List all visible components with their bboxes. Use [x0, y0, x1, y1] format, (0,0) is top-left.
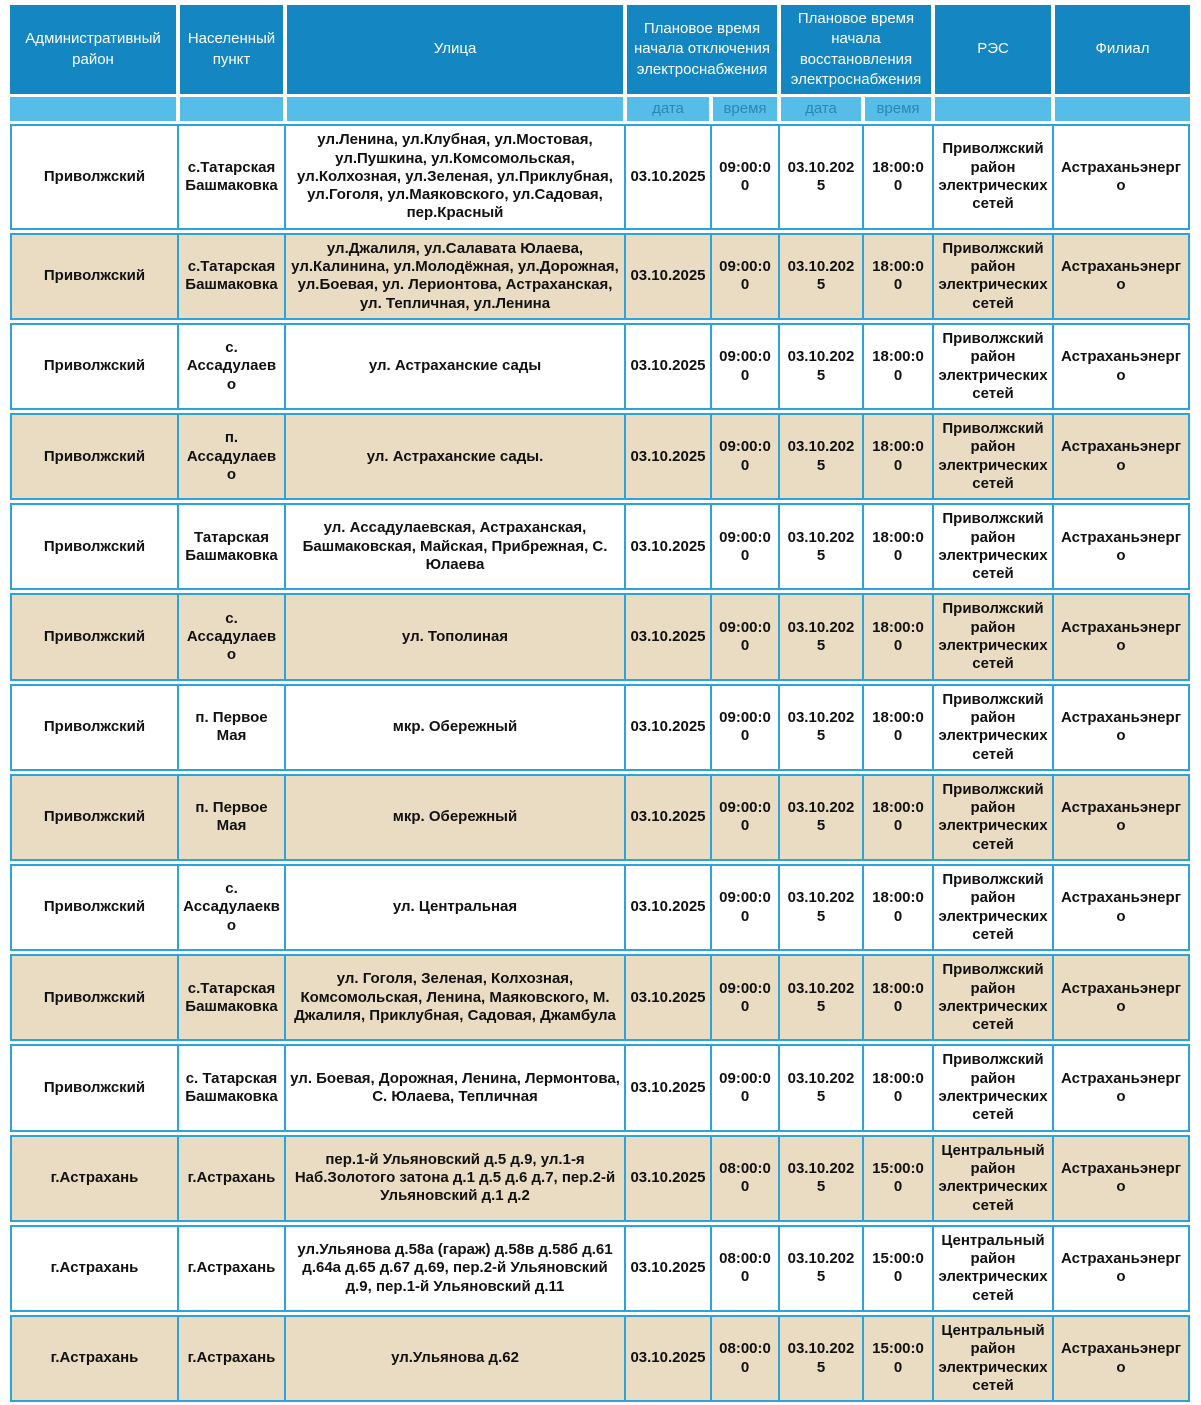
cell-branch: Астраханьэнерго: [1053, 1135, 1190, 1222]
table-row: [10, 503, 1190, 590]
cell-settlement: г.Астрахань: [178, 1315, 285, 1402]
outage-schedule-table: [10, 2, 1190, 1405]
cell-street: ул.Ленина, ул.Клубная, ул.Мостовая, ул.Пушкина, ул.Комсомольская, ул.Колхозная, ул.Зеленая, ул.Приклубная, ул.Гоголя, ул.Маяковского, ул.Садовая, пер.Красный: [285, 124, 625, 229]
cell-settlement: г.Астрахань: [178, 1135, 285, 1222]
cell-off-time: 09:00:00: [711, 954, 779, 1041]
cell-settlement: с. Ассадулаекво: [178, 864, 285, 951]
table-row: [10, 233, 1190, 320]
subheader-empty-branch: [1053, 97, 1190, 121]
cell-district: Приволжский: [10, 503, 178, 590]
cell-off-date: 03.10.2025: [625, 684, 711, 771]
cell-branch: Астраханьэнерго: [1053, 323, 1190, 410]
cell-on-time: 18:00:00: [863, 503, 933, 590]
cell-on-date: 03.10.2025: [779, 1044, 863, 1131]
cell-settlement: с. Ассадулаево: [178, 593, 285, 680]
cell-on-time: 18:00:00: [863, 864, 933, 951]
cell-on-time: 18:00:00: [863, 1044, 933, 1131]
table-row: [10, 323, 1190, 410]
cell-street: ул. Астраханские сады.: [285, 413, 625, 500]
header-restore-start: Плановое время начала восстановления электроснабжения: [779, 5, 933, 94]
table-body: [10, 124, 1190, 1402]
subheader-on-date: дата: [779, 97, 863, 121]
cell-street: ул. Тополиная: [285, 593, 625, 680]
cell-on-date: 03.10.2025: [779, 233, 863, 320]
table-row: [10, 1315, 1190, 1402]
cell-branch: Астраханьэнерго: [1053, 774, 1190, 861]
cell-on-time: 18:00:00: [863, 684, 933, 771]
cell-res: Приволжский район электрических сетей: [933, 503, 1053, 590]
cell-res: Приволжский район электрических сетей: [933, 413, 1053, 500]
cell-settlement: с. Ассадулаево: [178, 323, 285, 410]
cell-settlement: с.Татарская Башмаковка: [178, 233, 285, 320]
cell-off-time: 09:00:00: [711, 323, 779, 410]
cell-branch: Астраханьэнерго: [1053, 1315, 1190, 1402]
header-branch: Филиал: [1053, 5, 1190, 94]
cell-on-date: 03.10.2025: [779, 593, 863, 680]
cell-off-date: 03.10.2025: [625, 413, 711, 500]
cell-on-time: 18:00:00: [863, 323, 933, 410]
subheader-empty-res: [933, 97, 1053, 121]
cell-street: пер.1-й Ульяновский д.5 д.9, ул.1-я Наб.Золотого затона д.1 д.5 д.6 д.7, пер.2-й Ульяновский д.1 д.2: [285, 1135, 625, 1222]
cell-on-time: 15:00:00: [863, 1225, 933, 1312]
table-row: [10, 593, 1190, 680]
subheader-empty-street: [285, 97, 625, 121]
cell-off-time: 09:00:00: [711, 593, 779, 680]
cell-branch: Астраханьэнерго: [1053, 124, 1190, 229]
table-row: [10, 1225, 1190, 1312]
header-res: РЭС: [933, 5, 1053, 94]
cell-off-date: 03.10.2025: [625, 503, 711, 590]
cell-off-date: 03.10.2025: [625, 954, 711, 1041]
cell-settlement: с.Татарская Башмаковка: [178, 124, 285, 229]
cell-on-date: 03.10.2025: [779, 864, 863, 951]
cell-street: ул.Джалиля, ул.Салавата Юлаева, ул.Калинина, ул.Молодёжная, ул.Дорожная, ул.Боевая, ул. Лерионтова, Астраханская, ул. Тепличная, ул.Ленина: [285, 233, 625, 320]
cell-settlement: п. Ассадулаево: [178, 413, 285, 500]
cell-on-time: 18:00:00: [863, 954, 933, 1041]
cell-res: Центральный район электрических сетей: [933, 1135, 1053, 1222]
cell-settlement: Татарская Башмаковка: [178, 503, 285, 590]
subheader-off-time: время: [711, 97, 779, 121]
table-row: [10, 774, 1190, 861]
cell-off-time: 09:00:00: [711, 1044, 779, 1131]
table-row: [10, 124, 1190, 229]
cell-off-date: 03.10.2025: [625, 864, 711, 951]
cell-street: ул.Ульянова д.62: [285, 1315, 625, 1402]
cell-res: Приволжский район электрических сетей: [933, 233, 1053, 320]
cell-off-time: 09:00:00: [711, 684, 779, 771]
cell-off-date: 03.10.2025: [625, 323, 711, 410]
cell-district: Приволжский: [10, 684, 178, 771]
cell-district: Приволжский: [10, 124, 178, 229]
header-street: Улица: [285, 5, 625, 94]
cell-on-time: 15:00:00: [863, 1135, 933, 1222]
cell-on-date: 03.10.2025: [779, 774, 863, 861]
cell-district: г.Астрахань: [10, 1315, 178, 1402]
cell-settlement: г.Астрахань: [178, 1225, 285, 1312]
table-header: [10, 5, 1190, 121]
cell-on-time: 18:00:00: [863, 233, 933, 320]
cell-district: Приволжский: [10, 233, 178, 320]
cell-off-date: 03.10.2025: [625, 1225, 711, 1312]
cell-settlement: п. Первое Мая: [178, 684, 285, 771]
cell-off-time: 09:00:00: [711, 864, 779, 951]
cell-on-time: 18:00:00: [863, 774, 933, 861]
cell-street: ул. Ассадулаевская, Астраханская, Башмаковская, Майская, Прибрежная, С. Юлаева: [285, 503, 625, 590]
cell-off-date: 03.10.2025: [625, 124, 711, 229]
subheader-empty-settlement: [178, 97, 285, 121]
cell-off-date: 03.10.2025: [625, 593, 711, 680]
table-row: [10, 413, 1190, 500]
cell-settlement: с.Татарская Башмаковка: [178, 954, 285, 1041]
cell-on-date: 03.10.2025: [779, 323, 863, 410]
cell-res: Приволжский район электрических сетей: [933, 684, 1053, 771]
header-admin-district: Административный район: [10, 5, 178, 94]
subheader-empty-district: [10, 97, 178, 121]
cell-on-date: 03.10.2025: [779, 954, 863, 1041]
cell-street: мкр. Обережный: [285, 684, 625, 771]
cell-off-date: 03.10.2025: [625, 1044, 711, 1131]
cell-off-date: 03.10.2025: [625, 774, 711, 861]
cell-off-time: 09:00:00: [711, 413, 779, 500]
cell-res: Приволжский район электрических сетей: [933, 1044, 1053, 1131]
table-row: [10, 1044, 1190, 1131]
cell-street: ул.Ульянова д.58а (гараж) д.58в д.58б д.61 д.64а д.65 д.67 д.69, пер.2-й Ульяновский д.9, пер.1-й Ульяновский д.11: [285, 1225, 625, 1312]
cell-branch: Астраханьэнерго: [1053, 864, 1190, 951]
cell-settlement: с. Татарская Башмаковка: [178, 1044, 285, 1131]
cell-on-time: 18:00:00: [863, 593, 933, 680]
cell-street: мкр. Обережный: [285, 774, 625, 861]
cell-branch: Астраханьэнерго: [1053, 1225, 1190, 1312]
cell-on-time: 18:00:00: [863, 413, 933, 500]
header-row-sub: [10, 97, 1190, 121]
cell-res: Приволжский район электрических сетей: [933, 124, 1053, 229]
cell-branch: Астраханьэнерго: [1053, 1044, 1190, 1131]
cell-res: Приволжский район электрических сетей: [933, 864, 1053, 951]
cell-district: Приволжский: [10, 323, 178, 410]
cell-on-date: 03.10.2025: [779, 124, 863, 229]
cell-street: ул. Астраханские сады: [285, 323, 625, 410]
cell-on-date: 03.10.2025: [779, 413, 863, 500]
cell-district: Приволжский: [10, 593, 178, 680]
cell-off-date: 03.10.2025: [625, 233, 711, 320]
cell-off-time: 08:00:00: [711, 1135, 779, 1222]
cell-on-date: 03.10.2025: [779, 1225, 863, 1312]
cell-off-time: 09:00:00: [711, 124, 779, 229]
cell-district: Приволжский: [10, 774, 178, 861]
table-row: [10, 1135, 1190, 1222]
cell-off-date: 03.10.2025: [625, 1135, 711, 1222]
subheader-off-date: дата: [625, 97, 711, 121]
cell-district: Приволжский: [10, 864, 178, 951]
cell-off-date: 03.10.2025: [625, 1315, 711, 1402]
cell-res: Приволжский район электрических сетей: [933, 774, 1053, 861]
cell-district: Приволжский: [10, 413, 178, 500]
cell-branch: Астраханьэнерго: [1053, 503, 1190, 590]
cell-off-time: 09:00:00: [711, 233, 779, 320]
cell-res: Центральный район электрических сетей: [933, 1225, 1053, 1312]
cell-on-time: 15:00:00: [863, 1315, 933, 1402]
cell-off-time: 09:00:00: [711, 774, 779, 861]
cell-district: Приволжский: [10, 954, 178, 1041]
cell-branch: Астраханьэнерго: [1053, 684, 1190, 771]
cell-district: г.Астрахань: [10, 1225, 178, 1312]
table-row: [10, 864, 1190, 951]
cell-res: Приволжский район электрических сетей: [933, 593, 1053, 680]
header-outage-start: Плановое время начала отключения электроснабжения: [625, 5, 779, 94]
cell-on-date: 03.10.2025: [779, 503, 863, 590]
cell-branch: Астраханьэнерго: [1053, 954, 1190, 1041]
header-settlement: Населенный пункт: [178, 5, 285, 94]
cell-branch: Астраханьэнерго: [1053, 233, 1190, 320]
cell-off-time: 09:00:00: [711, 503, 779, 590]
table-row: [10, 954, 1190, 1041]
cell-branch: Астраханьэнерго: [1053, 413, 1190, 500]
cell-off-time: 08:00:00: [711, 1315, 779, 1402]
cell-on-date: 03.10.2025: [779, 1315, 863, 1402]
cell-on-date: 03.10.2025: [779, 684, 863, 771]
header-row-main: [10, 5, 1190, 94]
cell-branch: Астраханьэнерго: [1053, 593, 1190, 680]
cell-street: ул. Центральная: [285, 864, 625, 951]
cell-street: ул. Боевая, Дорожная, Ленина, Лермонтова, С. Юлаева, Тепличная: [285, 1044, 625, 1131]
cell-res: Приволжский район электрических сетей: [933, 323, 1053, 410]
cell-off-time: 08:00:00: [711, 1225, 779, 1312]
subheader-on-time: время: [863, 97, 933, 121]
cell-res: Приволжский район электрических сетей: [933, 954, 1053, 1041]
cell-on-date: 03.10.2025: [779, 1135, 863, 1222]
cell-street: ул. Гоголя, Зеленая, Колхозная, Комсомольская, Ленина, Маяковского, М. Джалиля, Приклубная, Садовая, Джамбула: [285, 954, 625, 1041]
cell-res: Центральный район электрических сетей: [933, 1315, 1053, 1402]
cell-on-time: 18:00:00: [863, 124, 933, 229]
cell-district: г.Астрахань: [10, 1135, 178, 1222]
cell-settlement: п. Первое Мая: [178, 774, 285, 861]
cell-district: Приволжский: [10, 1044, 178, 1131]
table-row: [10, 684, 1190, 771]
